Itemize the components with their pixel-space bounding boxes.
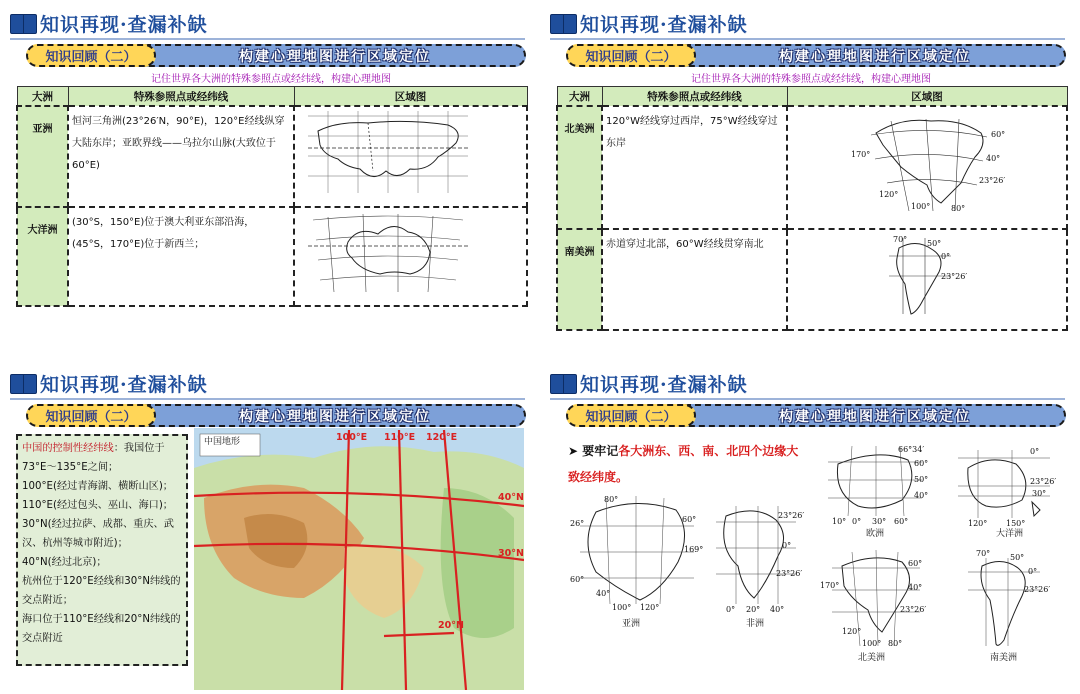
section-banner-text: 构建心理地图进行区域定位 <box>684 44 1066 67</box>
lon-label: 10° <box>832 517 847 526</box>
europe-map <box>828 445 928 539</box>
map-caption: 非洲 <box>746 619 765 629</box>
other-continent-maps <box>818 440 1068 694</box>
lon-label: 120°E <box>426 432 458 443</box>
lon-label: 100° <box>862 639 882 648</box>
lat-label: 0° <box>782 541 792 550</box>
reference-text: 赤道穿过北部，60°W经线贯穿南北 <box>602 229 787 330</box>
slide-title: 知识再现·查漏补缺 <box>40 373 208 396</box>
lon-label: 120° <box>640 603 660 612</box>
lat-label: 60° <box>991 130 1006 139</box>
column-header: 大洲 <box>17 87 68 107</box>
section-banner-text: 构建心理地图进行区域定位 <box>684 404 1066 427</box>
north-america-map <box>787 106 1067 229</box>
south-america-map <box>787 229 1067 330</box>
asia-africa-maps <box>566 492 816 632</box>
lon-label: 120° <box>968 519 988 528</box>
section-tag: 知识回顾（二） <box>566 404 696 427</box>
lat-label: 23°26′ <box>776 569 803 578</box>
section-banner <box>26 404 526 427</box>
lon-label: 60° <box>894 517 909 526</box>
section-banner <box>566 404 1066 427</box>
lat-label: 40° <box>908 583 923 592</box>
lat-label: 80° <box>604 495 619 504</box>
lon-label: 170° <box>820 581 840 590</box>
slide-title: 知识再现·查漏补缺 <box>580 13 748 36</box>
lat-label: 20°N <box>438 620 464 631</box>
column-header: 特殊参照点或经纬线 <box>68 87 294 107</box>
subtitle: 记住世界各大洲的特殊参照点或经纬线，构建心理地图 <box>151 74 391 85</box>
tip-highlight: 各大洲东、西、南、北四个边缘大致经纬度。 <box>568 444 799 484</box>
lat-label: 60° <box>682 515 697 524</box>
lat-label: 40° <box>986 154 1001 163</box>
lon-label: 120° <box>842 627 862 636</box>
lon-label: 50° <box>927 239 942 248</box>
lat-label: 23°26′ <box>778 511 805 520</box>
oceania-map-icon <box>298 212 478 292</box>
oceania-map <box>958 447 1056 539</box>
africa-map <box>716 506 804 629</box>
lat-label: 40° <box>914 491 929 500</box>
column-header: 大洲 <box>557 87 602 107</box>
slide-china <box>6 364 536 694</box>
lon-label: 110°E <box>384 432 416 443</box>
north-america-map-icon <box>791 111 1061 215</box>
lat-label: 40° <box>596 589 611 598</box>
lon-label: 150° <box>1006 519 1026 528</box>
column-header: 区域图 <box>294 87 527 107</box>
section-tag: 知识回顾（二） <box>566 44 696 67</box>
asia-map-icon <box>298 111 478 193</box>
lat-label: 23°26′ <box>941 272 968 281</box>
header-divider <box>10 38 525 40</box>
lon-label: 40° <box>770 605 785 614</box>
map-caption: 南美洲 <box>990 653 1018 663</box>
lat-label: 30°N <box>498 548 524 559</box>
map-caption: 北美洲 <box>858 653 886 663</box>
slide-header <box>550 368 748 398</box>
lon-label: 100° <box>911 202 931 211</box>
lon-label: 26° <box>570 519 585 528</box>
section-banner <box>566 44 1066 67</box>
lon-label: 60° <box>570 575 585 584</box>
lat-label: 0° <box>1028 567 1038 576</box>
note-line: 100°E(经过青海湖、横断山区)； <box>22 481 173 492</box>
lat-label: 23°26′ <box>1024 585 1051 594</box>
slide-header <box>10 8 208 38</box>
continent-table <box>556 86 1068 331</box>
slide-title: 知识再现·查漏补缺 <box>580 373 748 396</box>
lat-label: 60° <box>914 459 929 468</box>
continent-name: 大洋洲 <box>17 207 68 306</box>
lat-label: 0° <box>1030 447 1040 456</box>
lon-label: 100°E <box>336 432 368 443</box>
lon-label: 0° <box>852 517 862 526</box>
lat-label: 40°N <box>498 492 524 503</box>
book-icon <box>10 374 36 392</box>
china-lines-note <box>16 434 188 666</box>
note-line: 110°E(经过包头、巫山、海口)； <box>22 500 173 511</box>
book-icon <box>550 14 576 32</box>
lon-label: 100° <box>612 603 632 612</box>
lon-label: 70° <box>893 235 908 244</box>
asia-map <box>570 495 703 629</box>
section-tag: 知识回顾（二） <box>26 44 156 67</box>
lon-label: 80° <box>951 204 966 213</box>
note-line: 杭州位于120°E经线和30°N纬线的交点附近； <box>22 576 181 606</box>
column-header: 区域图 <box>787 87 1067 107</box>
note-line: 海口位于110°E经线和20°N纬线的交点附近 <box>22 614 181 644</box>
section-tag: 知识回顾（二） <box>26 404 156 427</box>
asia-map <box>294 106 527 207</box>
lat-label: 30° <box>1032 489 1047 498</box>
book-icon <box>550 374 576 392</box>
lat-label: 23°26′ <box>900 605 927 614</box>
lat-label: 23°26′ <box>1030 477 1057 486</box>
note-line: 30°N(经过拉萨、成都、重庆、武汉、杭州等城市附近)； <box>22 519 174 549</box>
oceania-map <box>294 207 527 306</box>
slide-header <box>550 8 748 38</box>
slide-header <box>10 368 208 398</box>
section-banner <box>26 44 526 67</box>
lat-label: 60° <box>908 559 923 568</box>
continent-name: 南美洲 <box>557 229 602 330</box>
column-header: 特殊参照点或经纬线 <box>602 87 787 107</box>
note-title: 中国的控制性经纬线 <box>22 443 114 454</box>
tip-prefix: 要牢记 <box>582 444 619 458</box>
lon-label: 169° <box>684 545 704 554</box>
reference-text: 恒河三角洲(23°26′N，90°E)，120°E经线纵穿大陆东岸；亚欧界线——乌拉尔山脉(大致位于60°E) <box>68 106 294 207</box>
lat-label: 66°34′ <box>898 445 925 454</box>
note-line: 40°N(经过北京)； <box>22 557 107 568</box>
map-caption: 大洋洲 <box>996 529 1024 539</box>
map-caption: 欧洲 <box>866 529 885 539</box>
continent-name: 北美洲 <box>557 106 602 229</box>
reference-text: 120°W经线穿过西岸，75°W经线穿过东岸 <box>602 106 787 229</box>
north-america-map <box>820 550 926 663</box>
lat-label: 23°26′ <box>979 176 1006 185</box>
header-divider <box>550 398 1065 400</box>
lon-label: 30° <box>872 517 887 526</box>
continent-table <box>16 86 528 307</box>
lon-label: 170° <box>851 150 871 159</box>
south-america-map <box>968 549 1050 663</box>
slide-asia-oceania <box>6 4 536 334</box>
book-icon <box>10 14 36 32</box>
header-divider <box>10 398 525 400</box>
lon-label: 120° <box>879 190 899 199</box>
subtitle: 记住世界各大洲的特殊参照点或经纬线，构建心理地图 <box>691 74 931 85</box>
tip-text <box>568 438 808 490</box>
lon-label: 50° <box>1010 553 1025 562</box>
lat-label: 50° <box>914 475 929 484</box>
lon-label: 80° <box>888 639 903 648</box>
slide-continent-extents <box>546 364 1076 694</box>
reference-text: (30°S，150°E)位于澳大利亚东部沿海，(45°S，170°E)位于新西兰； <box>68 207 294 306</box>
china-terrain-map <box>194 428 524 690</box>
slide-title: 知识再现·查漏补缺 <box>40 13 208 36</box>
header-divider <box>550 38 1065 40</box>
continent-name: 亚洲 <box>17 106 68 207</box>
map-title: 中国地形 <box>204 437 241 447</box>
slide-americas <box>546 4 1076 334</box>
south-america-map-icon <box>791 234 1061 316</box>
lon-label: 70° <box>976 549 991 558</box>
lon-label: 0° <box>726 605 736 614</box>
section-banner-text: 构建心理地图进行区域定位 <box>144 44 526 67</box>
lat-label: 0° <box>941 252 951 261</box>
section-banner-text: 构建心理地图进行区域定位 <box>144 404 526 427</box>
lon-label: 20° <box>746 605 761 614</box>
map-caption: 亚洲 <box>622 619 641 629</box>
arrow-icon: ➤ <box>568 444 583 458</box>
note-line: ：我国位于73°E～135°E之间； <box>22 443 165 473</box>
